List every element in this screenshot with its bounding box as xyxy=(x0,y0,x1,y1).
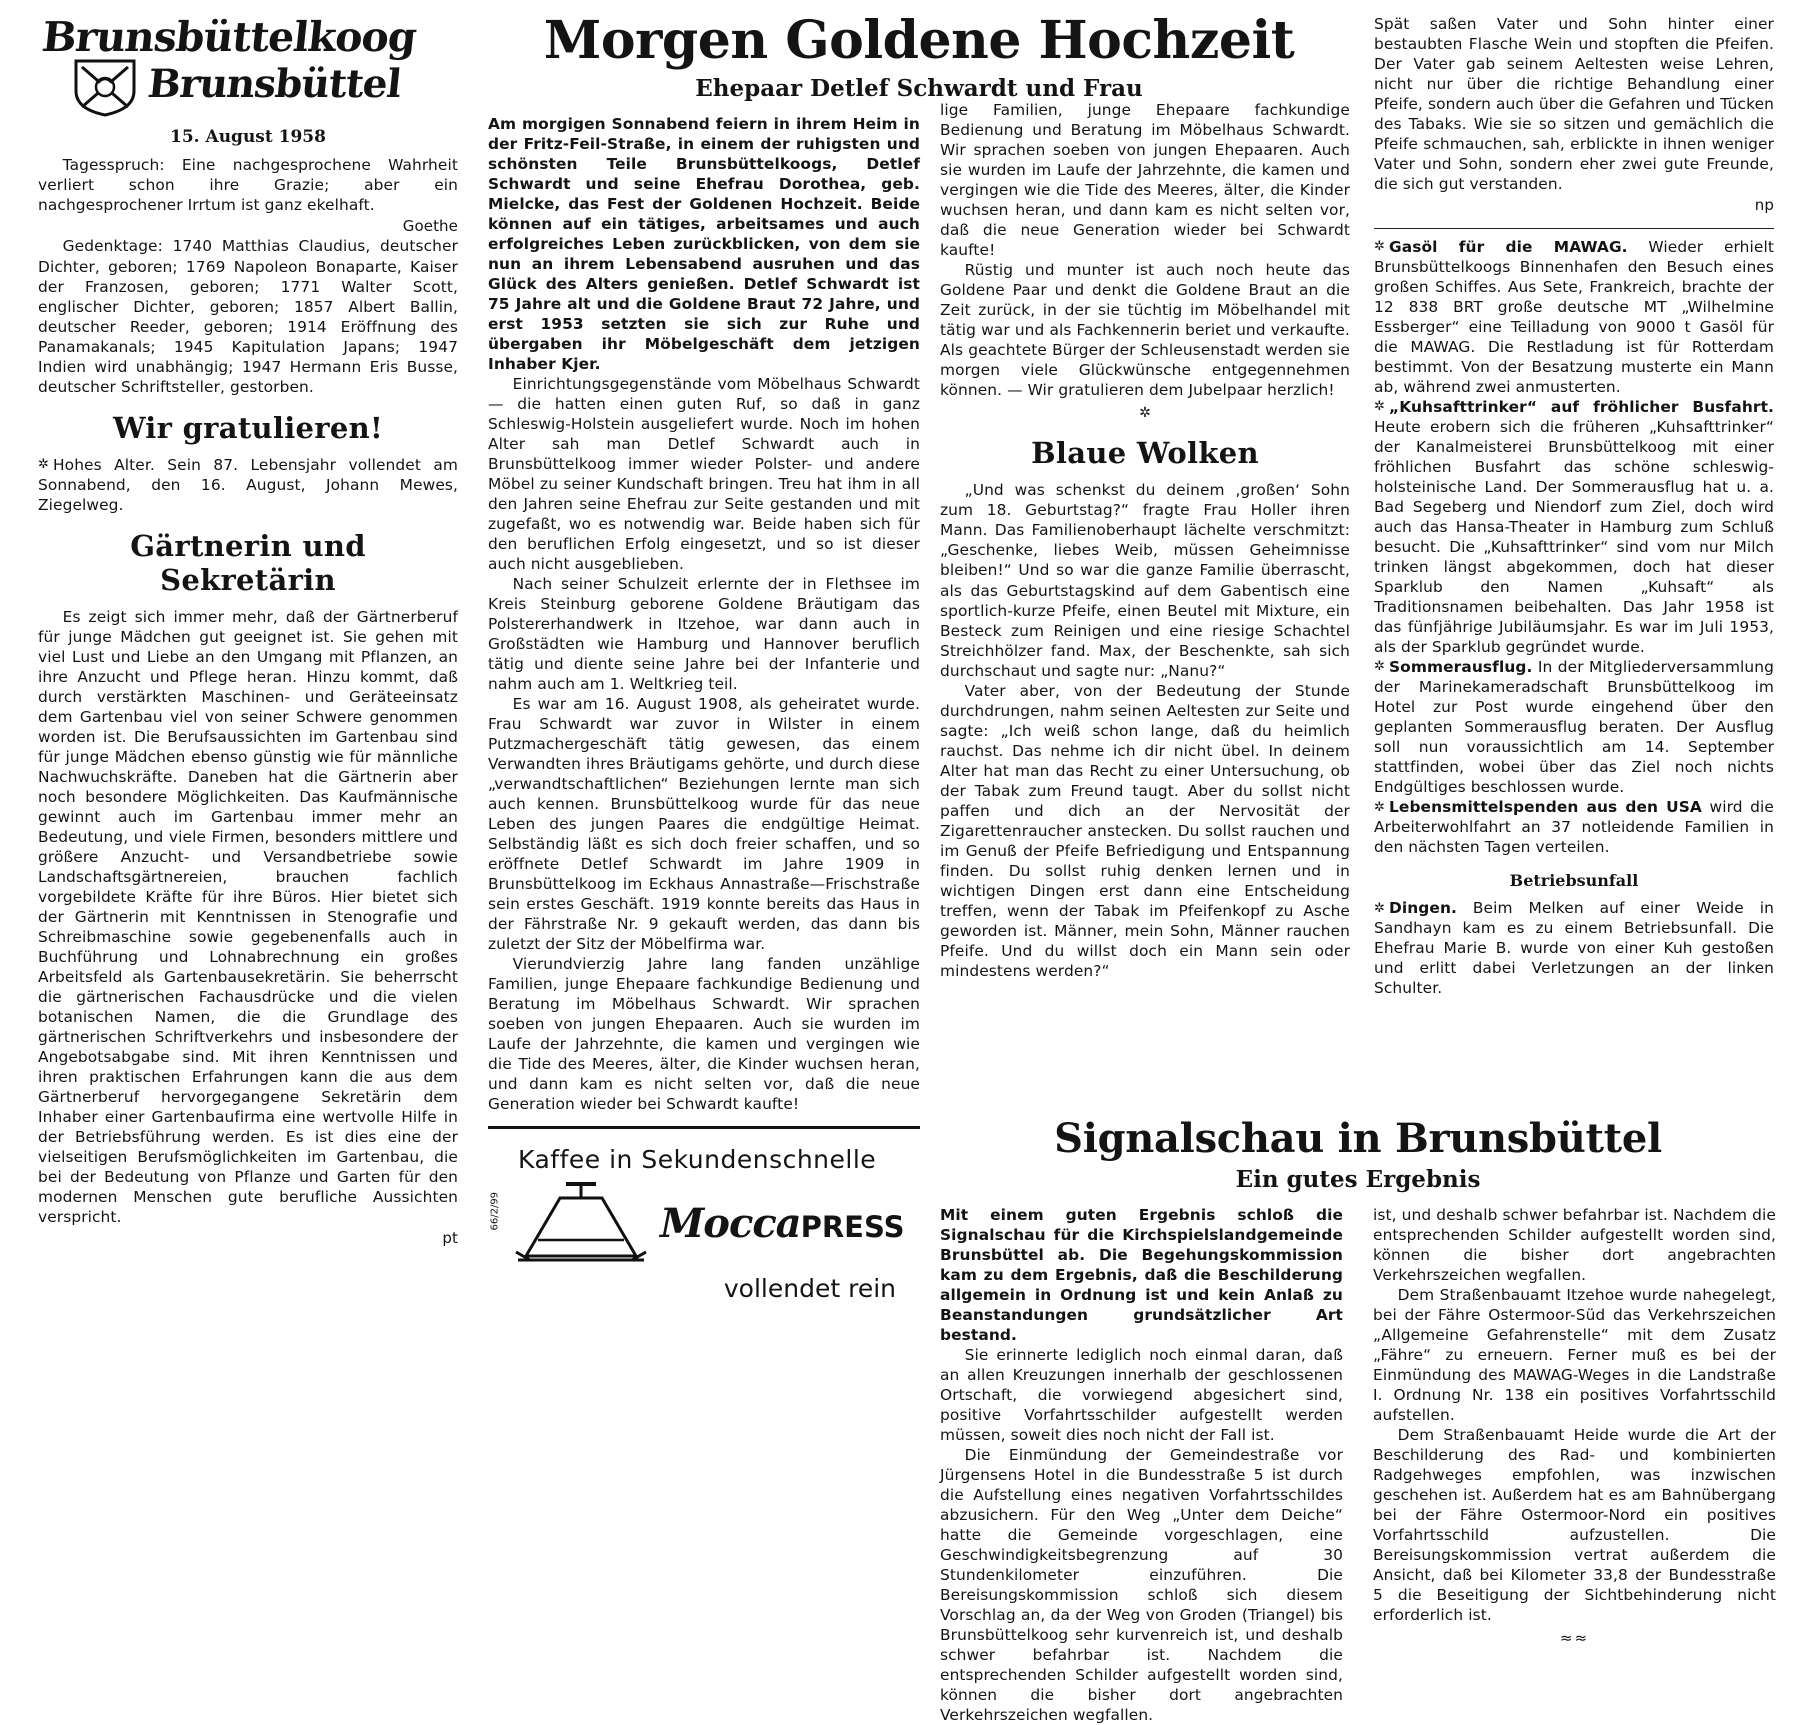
signalschau-paragraph-4: Dem Straßenbauamt Itzehoe wurde nahegelegt, bei der Fähre Ostermoor-Süd das Verkehrszeichen „Allgemeine Gefahrenstelle“ mit dem Zusatz „Fähre“ zu erneuern. Ferner muß es bei der Einmündung des MAWAG-Weges in die Landstraße I. Ordnung Nr. 138 ein positives Vorfahrtsschild aufstellen. xyxy=(1373,1286,1776,1425)
coffee-press-icon xyxy=(506,1178,656,1268)
gratulieren-text: Hohes Alter. Sein 87. Lebensjahr vollendet am Sonnabend, den 16. August, Johann Mewes, Ziegelweg. xyxy=(38,455,458,514)
ad-tagline-top: Kaffee in Sekundenschnelle xyxy=(518,1145,877,1174)
gaertnerin-signature: pt xyxy=(442,1229,458,1248)
column-left xyxy=(38,13,458,1249)
star-icon: ✲ xyxy=(1374,659,1385,675)
lead-paragraph-bold: Am morgigen Sonnabend feiern in ihrem Heim in der Fritz-Feil-Straße, in einem der ruhigsten und schönsten Teile Brunsbüttelkoogs, Detlef Schwardt und seine Ehefrau Dorothea, geb. Mielcke, das Fest der Goldenen Hochzeit. Beide können auf ein tätiges, arbeitsames und auch erfolgreiches Leben zurückblicken, von dem sie nun an ihrem Lebensabend ausruhen und das Glück des Alters genießen. Detlef Schwardt ist 75 Jahre alt und die Goldene Braut 72 Jahre, und erst 1953 setzten sie sich zur Ruhe und übergaben ihr Möbelgeschäft dem jetzigen Inhaber Kjer. xyxy=(488,114,920,373)
col1-body xyxy=(38,155,458,397)
blaue-wolken-signature: np xyxy=(1754,196,1774,215)
betriebsunfall-item xyxy=(1374,898,1774,998)
coat-of-arms-icon xyxy=(72,57,138,117)
note-busfahrt-lead: „Kuhsafttrinker“ auf fröhlicher Busfahrt. xyxy=(1389,397,1774,416)
blaue-wolken-body xyxy=(940,480,1350,980)
signalschau-paragraph-2: Sie erinnerte lediglich noch einmal daran, daß an allen Kreuzungen innerhalb der geschlossenen Ortschaft, die vorwiegend abgesichert sind, positive Vorfahrtsschilder aufgestellt werden müssen, soweit dies noch nicht der Fall ist. xyxy=(940,1346,1343,1445)
lead-paragraph-2: Einrichtungsgegenstände vom Möbelhaus Schwardt — die hatten einen guten Ruf, so daß in ganz Schleswig-Holstein ausgeliefert wurde. Noch im hohen Alter sah man Detlef Schwardt auch in Brunsbüttelkoog immer wieder Polster- und andere Möbel zu seiner Kundschaft bringen. Treu hat ihm in all den Jahren seine Ehefrau zur Seite gestanden und mit zugefaßt, wo es notwendig war. Beide haben sich für den beruflichen Erfolg eingesetzt, und so ist dieser auch nicht ausgeblieben. xyxy=(488,374,920,573)
divider-1 xyxy=(1374,228,1774,229)
note-item-sommerausflug xyxy=(1374,657,1774,797)
note-sommerausflug-text: In der Mitgliederversammlung der Marinekameradschaft Brunsbüttelkoog im Hotel zur Post wurde eingehend über den geplanten Sommerausflug beraten. Der Ausflug soll nun voraussichtlich am 14. September stattfinden, wobei über das Ziel noch nichts Endgültiges beschlossen wurde. xyxy=(1374,657,1774,797)
lead-paragraph-5: Vierundvierzig Jahre lang fanden unzählige Familien, junge Ehepaare fachkundige Bedienung und Beratung im Möbelhaus Schwardt. Wir sprachen soeben von jungen Ehepaaren. Auch sie wurden im Laufe der Jahrzehnte, die kamen und vergingen wie die Tide des Meeres, älter, die Kinder wuchsen heran, und dann kam es nicht selten vor, daß die neue Generation wieder bei Schwardt kaufte! xyxy=(488,955,920,1114)
star-icon: ✲ xyxy=(1374,900,1385,916)
star-icon: ✲ xyxy=(1374,799,1385,815)
note-lebensmittel-lead: Lebensmittelspenden aus den USA xyxy=(1389,798,1702,817)
tagesspruch-attribution: Goethe xyxy=(402,216,458,235)
lead-paragraph-3: Nach seiner Schulzeit erlernte der in Flethsee im Kreis Steinburg geborene Goldene Bräutigam das Polstererhandwerk in Itzehoe, war dann auch in Großstädten wie Hamburg und Hannover beruflich tätig und diente seine Jahre bei der Infanterie und nahm auch am 1. Weltkrieg teil. xyxy=(488,574,920,694)
note-busfahrt-text: Heute erobern sich die früheren „Kuhsafttrinker“ der Kanalmeisterei Brunsbüttelkoog mit einer fröhlichen Busfahrt das schöne schleswig-holsteinische Land. Der Sommerausflug hat u. a. Bad Segeberg und Niendorf zum Ziel, doch wird auch das Hansa-Theater in Hamburg zum Schluß besucht. Die „Kuhsafttrinker“ sind vom nur Milch trinken längst abgekommen, doch hat dieser Sparklub den Namen „Kuhsaft“ als Traditionsnamen beibehalten. Das Jahr 1958 ist das fünfjährige Jubiläumsjahr. Es war im Juli 1953, als der Sparklub gegründet wurde. xyxy=(1374,417,1774,656)
note-item-gasoel xyxy=(1374,237,1774,397)
lead-subheadline: Ehepaar Detlef Schwardt und Frau xyxy=(695,74,1143,102)
local-notes xyxy=(1374,237,1774,857)
ad-brand-mocca: Mocca xyxy=(660,1199,801,1247)
ad-top-divider xyxy=(488,1126,920,1129)
betriebsunfall-lead: Dingen. xyxy=(1389,899,1457,918)
blaue-wolken-paragraph-3: Spät saßen Vater und Sohn hinter einer bestaubten Flasche Wein und stopften die Pfeifen. Der Vater gab seinem Aeltesten weise Lehren, nicht nur über die richtige Behandlung einer Pfeife, sondern auch über die Gefahren und Tücken des Tabaks. Wie sie so sitzen und gemächlich die Pfeife schmauchen, sah, erblickte in ihnen weniger Vater und Sohn, sondern eher zwei gute Freunde, die sich gut verstanden. xyxy=(1374,15,1774,194)
lead-paragraph-4: Es war am 16. August 1908, als geheiratet wurde. Frau Schwardt war zuvor in Wilster in einem Putzmachergeschäft tätig gewesen, das einem Verwandten ihres Bräutigams gehörte, und durch diese „verwandtschaftlichen“ Beziehungen lernte man sich auch kennen. Brunsbüttelkoog wurde für das neue Leben des jungen Paares die endgültige Heimat. Selbständig läßt es sich doch freier schaffen, und so eröffnete Detlef Schwardt im Jahre 1909 in Brunsbüttelkoog im Eckhaus Annastraße—Frischstraße sein erstes Geschäft. 1919 konnte bereits das Haus in der Fährstraße Nr. 9 gekauft werden, das dann bis zuletzt der Sitz der Möbelfirma war. xyxy=(488,695,920,954)
signalschau-col-a xyxy=(940,1205,1343,1725)
ad-tagline-bottom: vollendet rein xyxy=(723,1274,896,1303)
betriebsunfall-text: Beim Melken auf einer Weide in Sandhayn kam es zu einem Betriebsunfall. Die Ehefrau Marie B. wurde von einer Kuh gestoßen und erlitt dabei Verletzungen an der linken Schulter. xyxy=(1374,899,1774,998)
signalschau-subheadline: Ein gutes Ergebnis xyxy=(1235,1166,1481,1193)
note-sommerausflug-lead: Sommerausflug. xyxy=(1389,657,1533,676)
blaue-wolken-continued xyxy=(1374,14,1774,216)
signalschau-paragraph-1: Mit einem guten Ergebnis schloß die Signalschau für die Kirchspielslandgemeinde Brunsbüttel ab. Die Begehungskommission kam zu dem Ergebnis, daß die Beschilderung allgemein in Ordnung ist und kein Anlaß zu Beanstandungen grundsätzlicher Art bestand. xyxy=(940,1206,1343,1345)
masthead-title-line2: Brunsbüttel xyxy=(145,61,403,108)
ad-brand-press: PRESS xyxy=(800,1209,905,1244)
ad-brand-row xyxy=(488,1178,920,1268)
signalschau-headline: Signalschau in Brunsbüttel xyxy=(1054,1115,1662,1162)
lead-headline: Morgen Goldene Hochzeit xyxy=(543,10,1295,71)
signalschau-paragraph-5: Dem Straßenbauamt Heide wurde die Art der Beschilderung des Rad- und kombinierten Radgehweges empfohlen, was inzwischen geschehen ist. Außerdem hat es am Bahnübergang bei der Fähre Ostermoor-Nord ein positives Vorfahrtsschild aufzustellen. Die Bereisungskommission vertrat außerdem die Ansicht, daß bei Kilometer 33,8 der Bundesstraße 5 die Beseitigung der Sichtbehinderung nicht erforderlich ist. xyxy=(1373,1426,1776,1625)
star-icon: ✲ xyxy=(1374,399,1385,415)
signalschau-columns xyxy=(940,1205,1776,1725)
gaertnerin-body xyxy=(38,607,458,1249)
star-icon: ✲ xyxy=(1374,239,1385,255)
ad-brand xyxy=(660,1200,904,1247)
gaertnerin-paragraph: Es zeigt sich immer mehr, daß der Gärtnerberuf für junge Mädchen gut geeignet ist. Sie gehen mit viel Lust und Liebe an den Umgang mit Pflanzen, an ihre Anzucht und Pflege heran. Hinzu kommt, daß durch verstärkten Maschinen- und Geräteeinsatz dem Gartenbau viel von seiner Schwere genommen worden ist. Die Berufsaussichten im Gartenbau sind für junge Mädchen ebenso günstig wie für männliche Nachwuchskräfte. Daneben hat die Gärtnerin aber noch besondere Möglichkeiten. Das Kaufmännische gewinnt auch im Gartenbau immer mehr an Bedeutung, und viele Firmen, besonders mittlere und größere Anzucht- und Versandbetriebe sowie Landschaftsgärtnereien, brauchen fachlich vorgebildete Kräfte für ihre Büros. Hier bietet sich der Gärtnerin mit Kenntnissen in Stenografie und Schreibmaschine sowie gegebenenfalls auch in Buchführung und Lohnabrechnung ein großes Arbeitsfeld als Gartenbausekretärin. Sie beherrscht die gärtnerischen Fachausdrücke und die vielen botanischen Namen, die die Grundlage des gärtnerischen Schriftverkehrs und insbesondere der Angebotsabgabe sind. Mit ihren Kenntnissen und ihren praktischen Erfahrungen kann die aus dem Gärtnerberuf hervorgegangene Sekretärin dem Inhaber einer Gartenbaufirma eine wertvolle Hilfe in der Betriebsführung werden. Es ist dies eine der vielseitigen Berufsmöglichkeiten im Gartenbau, die bei der Bedeutung von Pflanze und Garten für den modernen Menschen gute berufliche Aussichten verspricht. xyxy=(38,607,458,1227)
article-end-mark: ✲ xyxy=(1139,405,1151,422)
ad-code: 66/2/99 xyxy=(489,1191,501,1230)
column-right xyxy=(1374,14,1774,998)
betriebsunfall-body xyxy=(1374,898,1774,998)
signalschau-article xyxy=(940,1115,1776,1725)
note-item-lebensmittelspenden xyxy=(1374,797,1774,857)
signalschau-paragraph-3: Die Einmündung der Gemeindestraße vor Jürgensens Hotel in die Bundesstraße 5 ist durch die Aufstellung eines negativen Vorfahrtsschildes abzusichern. Für den Weg „Unter dem Deiche“ hatte die Gemeinde vorgeschlagen, eine Geschwindigkeitsbegrenzung auf 30 Stundenkilometer einzuführen. Die Bereisungskommission schloß sich diesem Vorschlag an, da der Weg von Groden (Triangel) bis Brunsbüttelkoog sehr kurvenreich ist, und deshalb schwer befahrbar ist. Nachdem die entsprechenden Schilder aufgestellt worden sind, können die bisher dort angebrachten Verkehrszeichen wegfallen. xyxy=(940,1446,1343,1725)
note-lebensmittel-text: wird die Arbeiterwohlfahrt an 37 notleidende Familien in den nächsten Tagen verteilen. xyxy=(1374,798,1774,857)
blaue-wolken-paragraph-1: „Und was schenkst du deinem ‚großen‘ Sohn zum 18. Geburtstag?“ fragte Frau Holler ihren Mann. Das Familienoberhaupt lächelte verschmitzt: „Geschenke, liebes Weib, müssen Geheimnisse bleiben!“ Und so war die ganze Familie überrascht, als das Geburtstagskind auf dem Gabentisch eine sportlich-kurze Pfeife, einen Beutel mit Mixture, ein Besteck zum Reinigen und eine riesige Schachtel Streichhölzer fand. Max, der Beschenkte, sah sich durchschaut und sagte nur: „Nanu?“ xyxy=(940,481,1350,680)
gratulieren-item xyxy=(38,455,458,515)
issue-date: 15. August 1958 xyxy=(170,126,326,147)
wir-gratulieren-body xyxy=(38,455,458,515)
note-gasoel-text: Wieder erhielt Brunsbüttelkoogs Binnenhafen den Besuch eines großen Schiffes. Aus Sete, Frankreich, brachte der 12 838 BRT große deutsche MT „Wilhelmine Essberger“ eine Teilladung von 9000 t Gasöl für die MAWAG. Die Restladung ist für Rotterdam bestimmt. Von der Besatzung musterte ein Mann ab, während zwei anmusterten. xyxy=(1374,237,1774,396)
lead-article-col-b xyxy=(940,100,1350,422)
note-gasoel-lead: Gasöl für die MAWAG. xyxy=(1389,237,1628,256)
page-end-mark: ≈≈ xyxy=(1559,1629,1590,1648)
gaertnerin-heading: Gärtnerin und Sekretärin xyxy=(130,528,366,597)
masthead xyxy=(38,13,458,147)
advertisement-moccapress[interactable] xyxy=(488,1120,920,1335)
lead-article-col-a xyxy=(488,114,920,1115)
lead-paragraph-6: Rüstig und munter ist auch noch heute das Goldene Paar und denkt die Goldene Braut an die Zeit zurück, in der sie tüchtig im Möbelhandel mit tätig war und als Fachkennerin beriet und verkaufte. Als geachtete Bürger der Schleusenstadt werden sie morgen viele Glückwünsche entgegennehmen können. — Wir gratulieren dem Jubelpaar herzlich! xyxy=(940,261,1350,400)
wir-gratulieren-heading: Wir gratulieren! xyxy=(112,410,384,445)
tagesspruch-paragraph xyxy=(38,155,458,215)
masthead-title-line1: Brunsbüttelkoog xyxy=(39,13,419,61)
star-icon: ✲ xyxy=(38,457,49,473)
betriebsunfall-heading: Betriebsunfall xyxy=(1509,871,1639,891)
gedenktage-paragraph: Gedenktage: 1740 Matthias Claudius, deutscher Dichter, geboren; 1769 Napoleon Bonaparte, Kaiser der Franzosen, geboren; 1771 Walter Scott, englischer Dichter, geboren; 1857 Albert Ballin, deutscher Reeder, geboren; 1914 Eröffnung des Panamakanals; 1945 Kapitulation Japans; 1947 Indien wird unabhängig; 1947 Hermann Eris Busse, deutscher Schriftsteller, gestorben. xyxy=(38,237,458,396)
blaue-wolken-heading: Blaue Wolken xyxy=(1031,436,1259,471)
lead-paragraph-5-cont: lige Familien, junge Ehepaare fachkundige Bedienung und Beratung im Möbelhaus Schwardt. Wir sprachen soeben von jungen Ehepaaren. Auch sie wurden im Laufe der Jahrzehnte, die kamen und vergingen wie die Tide des Meeres, älter, die Kinder wuchsen heran, und dann kam es nicht selten vor, daß die neue Generation wieder bei Schwardt kaufte! xyxy=(940,101,1350,260)
note-item-busfahrt xyxy=(1374,397,1774,657)
signalschau-col-b xyxy=(1373,1205,1776,1725)
masthead-crest-row xyxy=(38,57,458,117)
tagesspruch-text: Tagesspruch: Eine nachgesprochene Wahrheit verliert schon ihre Grazie; aber ein nachgesprochener Irrtum ist ganz ekelhaft. xyxy=(38,155,458,214)
blaue-wolken-paragraph-2: Vater aber, von der Bedeutung der Stunde durchdrungen, nahm seinen Aeltesten zur Seite und sagte: „Ich weiß schon lange, daß du heimlich rauchst. Das nehme ich dir nicht übel. In deinem Alter hat man das Recht zu einer Untersuchung, ob der Tabak zum Freund taugt. Aber du sollst nicht paffen und dich an der Nervosität der Zigarettenraucher anstecken. Du sollst rauchen und im Genuß der Pfeife Befriedigung und Entspannung finden. Du sollst ruhig denken lernen und in wichtigen Dingen erst dann eine Entscheidung treffen, wenn der Tabak im Pfeifenkopf zu Asche geworden ist. Männer, mein Sohn, Männer rauchen Pfeife. Und du willst doch ein Mann sein oder mindestens werden?“ xyxy=(940,681,1350,980)
column-three xyxy=(940,100,1350,981)
signalschau-paragraph-3-cont: ist, und deshalb schwer befahrbar ist. Nachdem die entsprechenden Schilder aufgestellt worden sind, können die bisher dort angebrachten Verkehrszeichen wegfallen. xyxy=(1373,1206,1776,1285)
